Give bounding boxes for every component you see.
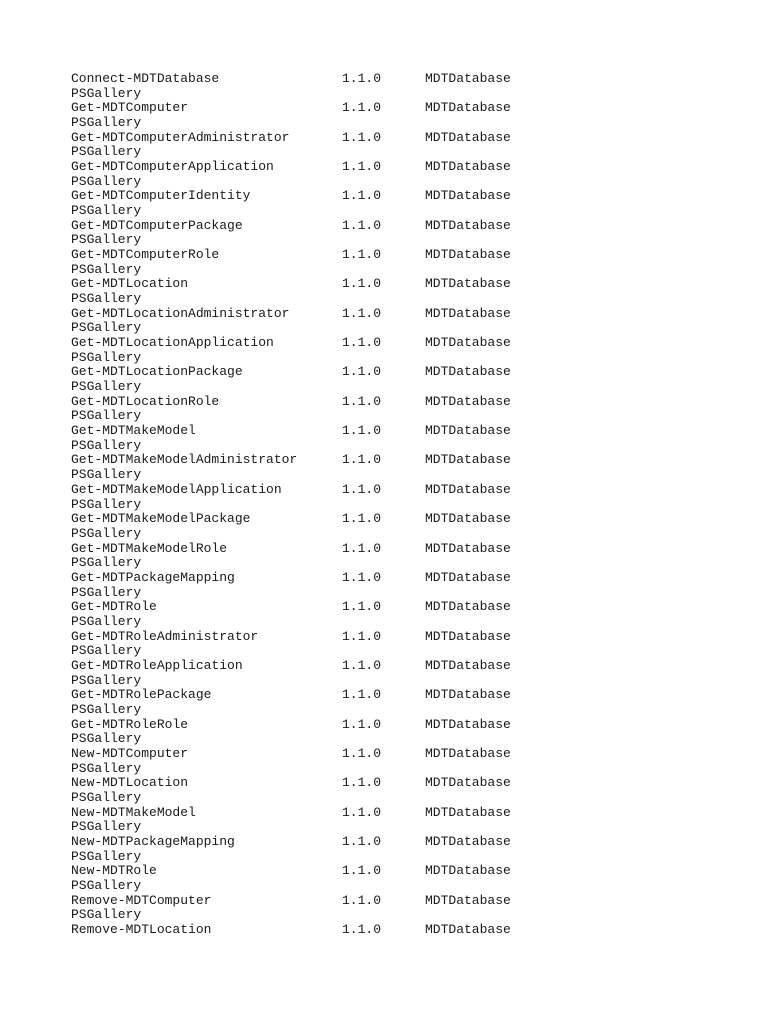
command-name: Get-MDTRoleAdministrator [71,628,259,644]
command-row [71,542,711,557]
command-version: 1.1.0 [342,276,382,292]
command-entry [71,864,711,893]
command-row [71,923,711,938]
command-entry [71,923,711,952]
command-row [71,688,711,703]
command-row [71,101,711,116]
command-repository: PSGallery [71,115,142,131]
command-module: MDTDatabase [425,452,511,468]
command-module: MDTDatabase [425,863,511,879]
command-name: Get-MDTLocationPackage [71,364,243,380]
command-repository: PSGallery [71,672,142,688]
command-name: Get-MDTLocationApplication [71,335,274,351]
command-entry [71,835,711,864]
command-name: Get-MDTComputerAdministrator [71,129,290,145]
command-module: MDTDatabase [425,599,511,615]
repository-row [71,292,711,307]
command-entry [71,806,711,835]
command-version: 1.1.0 [342,393,382,409]
command-module: MDTDatabase [425,159,511,175]
command-version: 1.1.0 [342,569,382,585]
command-repository: PSGallery [71,437,142,453]
command-row [71,453,711,468]
repository-row [71,791,711,806]
command-entry [71,571,711,600]
command-module: MDTDatabase [425,217,511,233]
repository-row [71,204,711,219]
command-repository: PSGallery [71,379,142,395]
command-name: New-MDTComputer [71,745,189,761]
command-version: 1.1.0 [342,687,382,703]
command-version: 1.1.0 [342,745,382,761]
command-repository: PSGallery [71,731,142,747]
repository-row [71,263,711,278]
command-name: Get-MDTRolePackage [71,687,212,703]
command-version: 1.1.0 [342,628,382,644]
command-repository: PSGallery [71,349,142,365]
command-entry [71,718,711,747]
command-version: 1.1.0 [342,129,382,145]
command-version: 1.1.0 [342,305,382,321]
command-version: 1.1.0 [342,657,382,673]
command-name: Get-MDTMakeModelAdministrator [71,452,298,468]
command-entry [71,424,711,453]
command-row [71,307,711,322]
command-name: New-MDTMakeModel [71,804,196,820]
repository-row [71,586,711,601]
command-repository: PSGallery [71,291,142,307]
command-repository: PSGallery [71,701,142,717]
repository-row [71,820,711,835]
command-repository: PSGallery [71,643,142,659]
repository-row [71,850,711,865]
command-row [71,600,711,615]
command-module: MDTDatabase [425,687,511,703]
command-module: MDTDatabase [425,628,511,644]
command-module: MDTDatabase [425,481,511,497]
command-row [71,72,711,87]
command-name: Get-MDTComputerIdentity [71,188,251,204]
command-version: 1.1.0 [342,716,382,732]
command-row [71,630,711,645]
command-module: MDTDatabase [425,305,511,321]
command-module: MDTDatabase [425,540,511,556]
command-version: 1.1.0 [342,423,382,439]
command-entry [71,776,711,805]
command-repository: PSGallery [71,877,142,893]
command-row [71,219,711,234]
command-module: MDTDatabase [425,804,511,820]
repository-row [71,498,711,513]
command-name: Get-MDTComputerApplication [71,159,274,175]
command-entry [71,894,711,923]
repository-row [71,527,711,542]
command-version: 1.1.0 [342,540,382,556]
command-row [71,864,711,879]
command-module: MDTDatabase [425,188,511,204]
command-entry [71,630,711,659]
command-row [71,189,711,204]
command-module: MDTDatabase [425,775,511,791]
command-version: 1.1.0 [342,481,382,497]
repository-row [71,644,711,659]
command-version: 1.1.0 [342,863,382,879]
command-name: Remove-MDTLocation [71,921,212,937]
command-name: Get-MDTLocation [71,276,189,292]
command-repository: PSGallery [71,144,142,160]
repository-row [71,468,711,483]
command-repository: PSGallery [71,232,142,248]
command-row [71,806,711,821]
command-name: New-MDTLocation [71,775,189,791]
repository-row [71,351,711,366]
command-name: Get-MDTMakeModelApplication [71,481,282,497]
command-repository: PSGallery [71,85,142,101]
command-name: Get-MDTMakeModelPackage [71,511,251,527]
command-repository: PSGallery [71,819,142,835]
command-module: MDTDatabase [425,921,511,937]
command-name: Get-MDTRoleApplication [71,657,243,673]
repository-row [71,879,711,894]
command-module: MDTDatabase [425,100,511,116]
repository-row [71,908,711,923]
command-repository: PSGallery [71,907,142,923]
command-entry [71,336,711,365]
command-module: MDTDatabase [425,71,511,86]
command-entry [71,365,711,394]
command-name: Get-MDTLocationRole [71,393,220,409]
repository-row [71,321,711,336]
command-row [71,248,711,263]
command-version: 1.1.0 [342,100,382,116]
command-repository: PSGallery [71,848,142,864]
command-entry [71,219,711,248]
command-version: 1.1.0 [342,452,382,468]
command-row [71,131,711,146]
command-entry [71,688,711,717]
command-row [71,424,711,439]
repository-row [71,116,711,131]
command-module: MDTDatabase [425,423,511,439]
command-row [71,835,711,850]
command-name: Get-MDTMakeModel [71,423,196,439]
command-version: 1.1.0 [342,159,382,175]
repository-row [71,145,711,160]
command-row [71,747,711,762]
command-repository: PSGallery [71,496,142,512]
command-module: MDTDatabase [425,892,511,908]
command-name: Get-MDTLocationAdministrator [71,305,290,321]
command-name: Connect-MDTDatabase [71,71,220,86]
command-version: 1.1.0 [342,364,382,380]
command-version: 1.1.0 [342,599,382,615]
command-row [71,776,711,791]
command-name: Get-MDTRoleRole [71,716,189,732]
command-version: 1.1.0 [342,335,382,351]
command-row [71,512,711,527]
command-version: 1.1.0 [342,775,382,791]
command-module: MDTDatabase [425,511,511,527]
repository-row [71,674,711,689]
command-row [71,277,711,292]
command-repository: PSGallery [71,613,142,629]
command-module: MDTDatabase [425,569,511,585]
command-name: Get-MDTMakeModelRole [71,540,228,556]
command-module: MDTDatabase [425,745,511,761]
command-name: New-MDTPackageMapping [71,833,235,849]
repository-row [71,439,711,454]
repository-row [71,175,711,190]
command-repository: PSGallery [71,525,142,541]
repository-row [71,87,711,102]
command-repository: PSGallery [71,467,142,483]
command-repository: PSGallery [71,320,142,336]
command-version: 1.1.0 [342,804,382,820]
command-repository: PSGallery [71,555,142,571]
command-repository: PSGallery [71,584,142,600]
command-repository: PSGallery [71,261,142,277]
repository-row [71,556,711,571]
command-entry [71,277,711,306]
repository-row [71,615,711,630]
repository-row [71,380,711,395]
command-version: 1.1.0 [342,511,382,527]
command-entry [71,512,711,541]
command-name: Remove-MDTComputer [71,892,212,908]
command-listing [71,72,711,952]
command-repository: PSGallery [71,789,142,805]
command-module: MDTDatabase [425,276,511,292]
command-version: 1.1.0 [342,892,382,908]
repository-row [71,703,711,718]
command-version: 1.1.0 [342,71,382,86]
command-name: Get-MDTRole [71,599,157,615]
command-row [71,718,711,733]
command-repository: PSGallery [71,408,142,424]
command-name: Get-MDTComputerPackage [71,217,243,233]
command-name: Get-MDTComputer [71,100,189,116]
command-entry [71,72,711,101]
command-version: 1.1.0 [342,217,382,233]
command-module: MDTDatabase [425,247,511,263]
command-row [71,336,711,351]
command-row [71,894,711,909]
command-version: 1.1.0 [342,188,382,204]
command-name: Get-MDTPackageMapping [71,569,235,585]
command-entry [71,160,711,189]
command-module: MDTDatabase [425,364,511,380]
repository-row [71,233,711,248]
command-module: MDTDatabase [425,335,511,351]
command-entry [71,483,711,512]
command-row [71,160,711,175]
command-row [71,365,711,380]
command-module: MDTDatabase [425,393,511,409]
command-row [71,571,711,586]
command-repository: PSGallery [71,203,142,219]
repository-row [71,409,711,424]
command-module: MDTDatabase [425,657,511,673]
command-entry [71,659,711,688]
command-entry [71,307,711,336]
command-row [71,395,711,410]
command-row [71,659,711,674]
command-name: New-MDTRole [71,863,157,879]
command-entry [71,248,711,277]
command-repository: PSGallery [71,760,142,776]
command-repository: PSGallery [71,173,142,189]
command-version: 1.1.0 [342,247,382,263]
command-module: MDTDatabase [425,129,511,145]
command-entry [71,453,711,482]
command-name: Get-MDTComputerRole [71,247,220,263]
command-module: MDTDatabase [425,716,511,732]
command-entry [71,542,711,571]
command-entry [71,131,711,160]
command-entry [71,101,711,130]
repository-row [71,762,711,777]
command-entry [71,395,711,424]
repository-row [71,732,711,747]
command-version: 1.1.0 [342,833,382,849]
command-entry [71,189,711,218]
command-row [71,483,711,498]
command-entry [71,747,711,776]
command-version: 1.1.0 [342,921,382,937]
command-entry [71,600,711,629]
command-module: MDTDatabase [425,833,511,849]
